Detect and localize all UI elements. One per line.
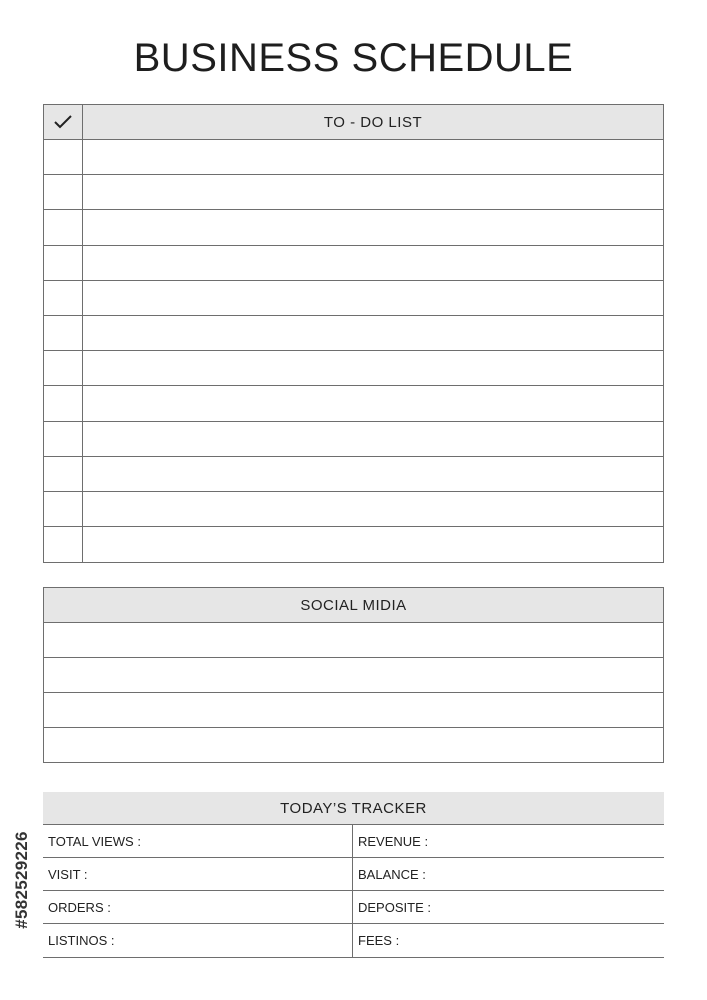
todo-checkbox[interactable] — [44, 351, 83, 385]
todo-checkbox[interactable] — [44, 175, 83, 209]
todo-row[interactable] — [44, 210, 663, 245]
todo-checkbox[interactable] — [44, 140, 83, 174]
todo-row[interactable] — [44, 281, 663, 316]
tracker-field-right[interactable]: DEPOSITE : — [358, 899, 431, 915]
todo-row[interactable] — [44, 527, 663, 562]
todo-entry-field[interactable] — [83, 351, 663, 385]
todo-entry-field[interactable] — [83, 281, 663, 315]
tracker-row — [43, 825, 664, 858]
todo-checkbox[interactable] — [44, 246, 83, 280]
todo-table — [43, 104, 664, 563]
tracker-field-right[interactable]: REVENUE : — [358, 833, 429, 849]
tracker-field-left[interactable]: TOTAL VIEWS : — [43, 825, 353, 857]
tracker-field-left[interactable]: VISIT : — [43, 858, 353, 890]
todo-row[interactable] — [44, 386, 663, 421]
todo-checkbox[interactable] — [44, 422, 83, 456]
social-media-table — [43, 587, 664, 763]
todo-checkbox[interactable] — [44, 316, 83, 350]
stock-id-text: #582529226 — [12, 831, 32, 929]
todo-checkbox[interactable] — [44, 457, 83, 491]
todo-title: TO - DO LIST — [323, 113, 423, 131]
todo-entry-field[interactable] — [83, 457, 663, 491]
todo-row[interactable] — [44, 351, 663, 386]
tracker-field-right[interactable]: BALANCE : — [358, 866, 426, 882]
todo-checkbox[interactable] — [44, 210, 83, 244]
todo-entry-field[interactable] — [83, 386, 663, 420]
social-media-entry-field[interactable] — [44, 658, 663, 693]
page-title: BUSINESS SCHEDULE — [133, 36, 574, 80]
tracker-field-right[interactable]: FEES : — [358, 933, 400, 948]
todo-entry-field[interactable] — [83, 210, 663, 244]
todo-row[interactable] — [44, 422, 663, 457]
social-media-entry-field[interactable] — [44, 728, 663, 763]
todo-entry-field[interactable] — [83, 316, 663, 350]
tracker-row — [43, 858, 664, 891]
check-column-header — [44, 105, 83, 139]
todo-checkbox[interactable] — [44, 527, 83, 562]
todo-entry-field[interactable] — [83, 175, 663, 209]
todo-entry-field[interactable] — [83, 422, 663, 456]
todo-checkbox[interactable] — [44, 386, 83, 420]
todo-entry-field[interactable] — [83, 246, 663, 280]
tracker-field-left[interactable]: ORDERS : — [43, 891, 353, 923]
social-media-entry-field[interactable] — [44, 693, 663, 728]
todo-row[interactable] — [44, 316, 663, 351]
todo-entry-field[interactable] — [83, 140, 663, 174]
todo-row[interactable] — [44, 492, 663, 527]
todo-entry-field[interactable] — [83, 492, 663, 526]
todo-row[interactable] — [44, 457, 663, 492]
social-media-entry-field[interactable] — [44, 623, 663, 658]
stock-id-watermark — [12, 760, 32, 1000]
checkmark-icon — [53, 114, 73, 130]
todo-checkbox[interactable] — [44, 492, 83, 526]
tracker-row — [43, 891, 664, 924]
tracker-field-left[interactable]: LISTINOS : — [43, 924, 353, 957]
todo-entry-field[interactable] — [83, 527, 663, 562]
todo-checkbox[interactable] — [44, 281, 83, 315]
todo-row[interactable] — [44, 140, 663, 175]
social-media-title: SOCIAL MIDIA — [44, 588, 663, 623]
todo-header — [44, 105, 663, 140]
todays-tracker-table — [43, 792, 664, 958]
todo-row[interactable] — [44, 246, 663, 281]
tracker-row — [43, 924, 664, 957]
todo-row[interactable] — [44, 175, 663, 210]
tracker-title: TODAY’S TRACKER — [43, 792, 664, 825]
